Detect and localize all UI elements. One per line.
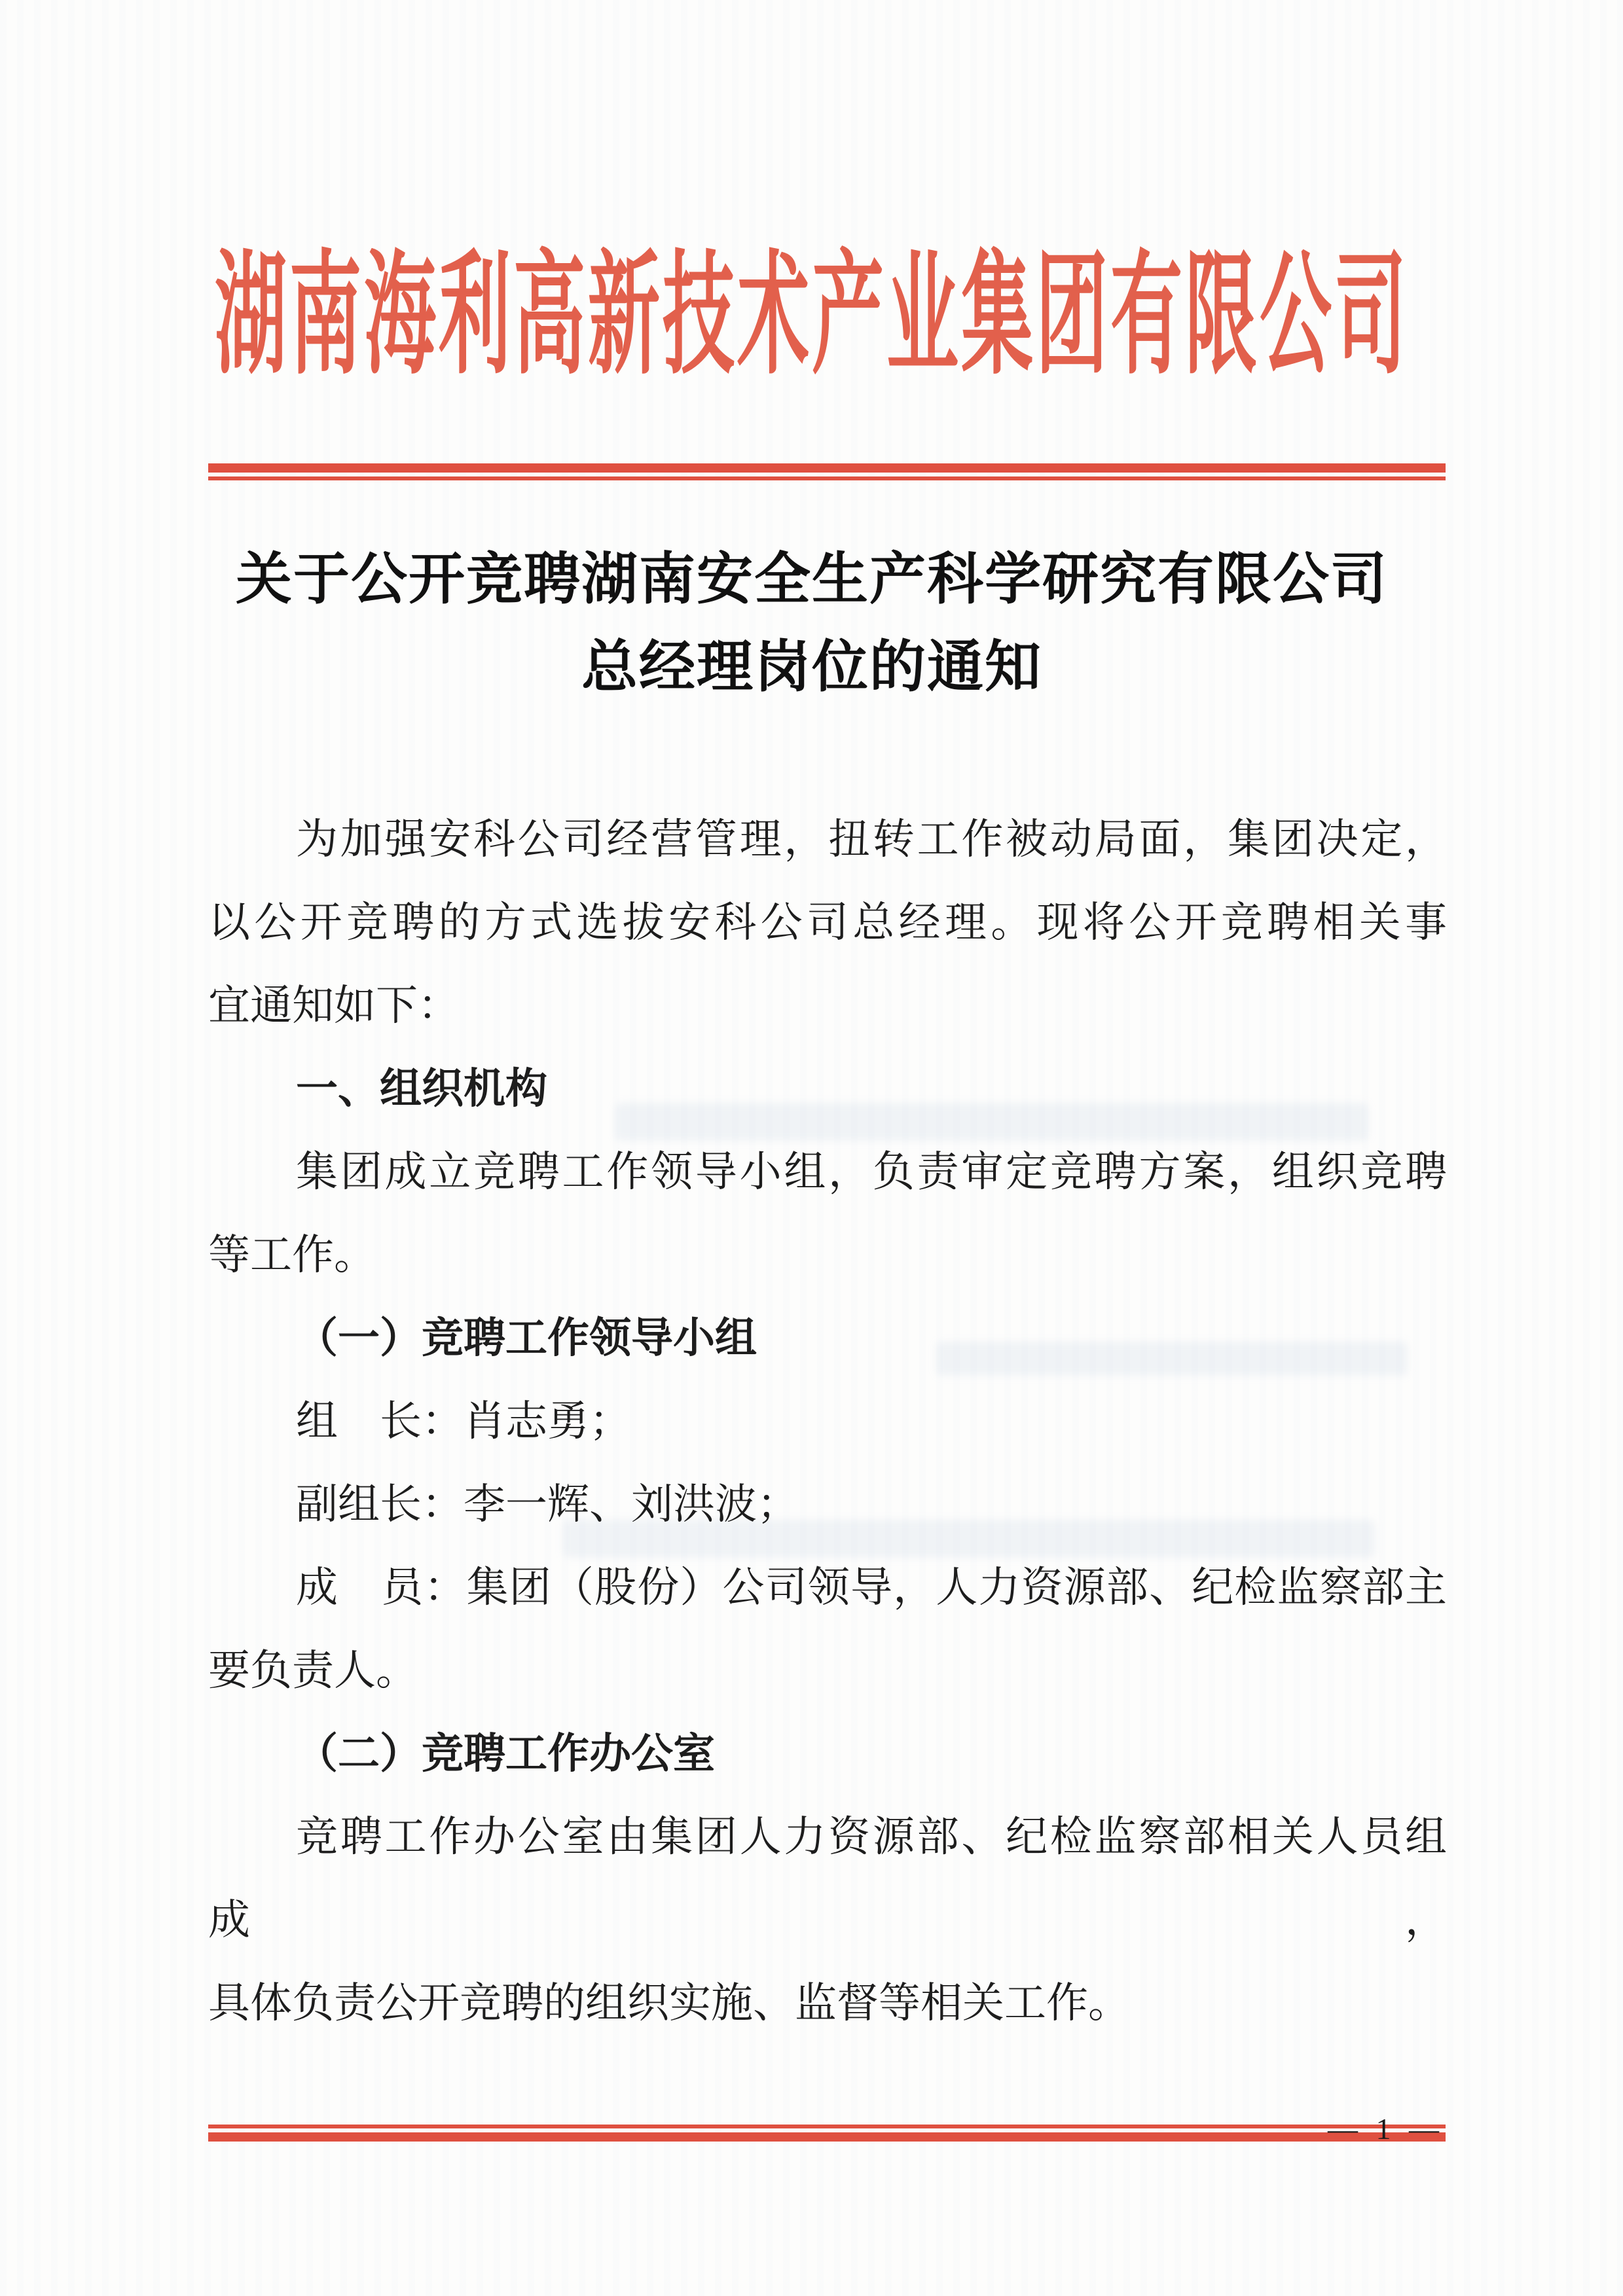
divider-thick-line [208,463,1446,473]
body-line: 要负责人。 [208,1647,418,1694]
body-line: 成 员：集团（股份）公司领导，人力资源部、纪检监察部主 [296,1564,1447,1611]
section-heading: 一、组织机构 [296,1066,547,1112]
divider-thin-line [208,476,1446,480]
body-line: 为加强安科公司经营管理，扭转工作被动局面，集团决定， [296,816,1447,863]
body-line: 集团成立竞聘工作领导小组，负责审定竞聘方案，组织竞聘 [296,1149,1447,1195]
body-line: 等工作。 [208,1232,376,1278]
body-line: 副组长：李一辉、刘洪波； [296,1481,799,1528]
body-line: 宜通知如下： [208,982,460,1029]
body-line: 竞聘工作办公室由集团人力资源部、纪检监察部相关人员组成， [208,1814,1447,1943]
company-letterhead: 湖南海利高新技术产业集团有限公司 [215,242,1409,390]
document-title-line-1: 关于公开竞聘湖南安全生产科学研究有限公司 [236,548,1388,611]
subsection-heading: （二）竞聘工作办公室 [296,1731,715,1777]
body-line: 具体负责公开竞聘的组织实施、监督等相关工作。 [208,1980,1130,2026]
page-number: — 1 — [1328,2112,1444,2145]
subsection-heading: （一）竞聘工作领导小组 [296,1315,757,1361]
body-line: 组 长：肖志勇； [296,1398,631,1444]
letterhead-divider-rule [208,463,1446,480]
body-line: 以公开竞聘的方式选拔安科公司总经理。现将公开竞聘相关事 [208,899,1447,946]
document-title-line-2: 总经理岗位的通知 [581,636,1042,698]
divider-thin-line [208,2125,1446,2128]
footer-divider-rule [208,2125,1446,2142]
document-title [193,535,1431,711]
divider-thick-line [208,2132,1446,2142]
document-body [208,798,1447,2045]
